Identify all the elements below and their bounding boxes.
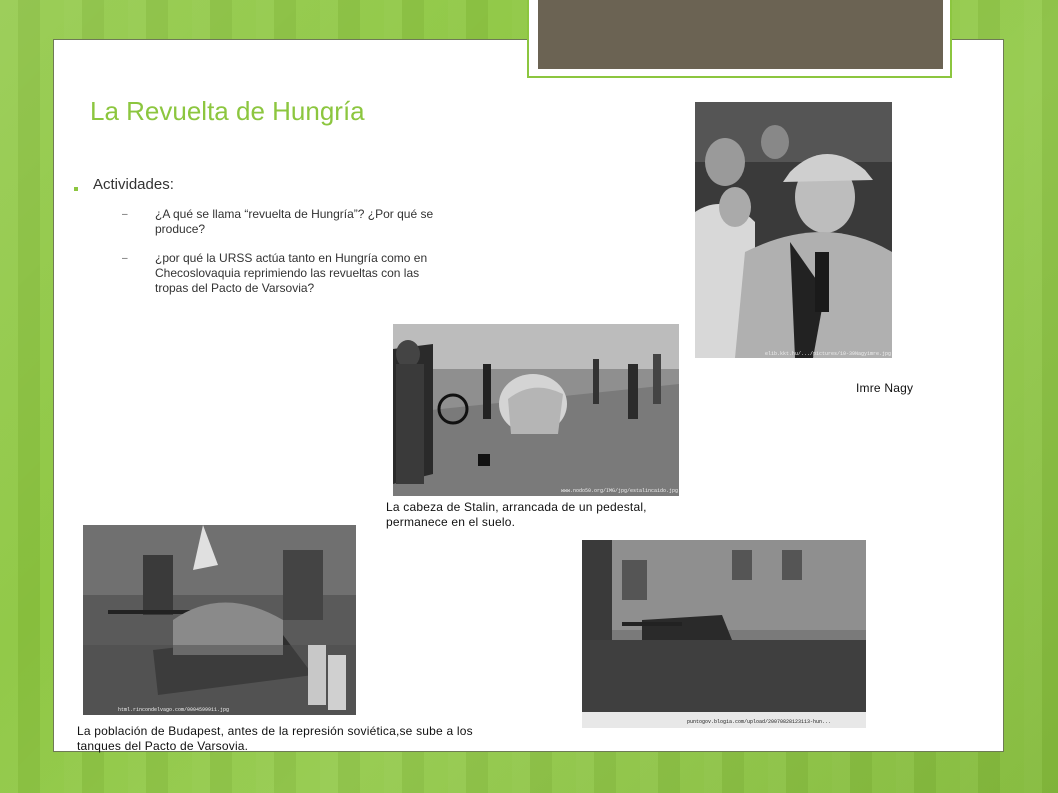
photo-budapest-tank xyxy=(83,525,356,715)
question-1 xyxy=(70,207,450,237)
bullet-list xyxy=(70,176,460,296)
question-2-text: ¿por qué la URSS actúa tanto en Hungría como en Checoslovaquia reprimiendo las revueltas con las tropas del Pacto de Varsovia? xyxy=(155,251,428,295)
bullet-actividades: Actividades: xyxy=(70,176,460,193)
caption-budapest-tank: La población de Budapest, antes de la represión soviética,se sube a los tanques del Pacto de Varsovia. xyxy=(77,724,473,753)
watermark: puntogov.blogia.com/upload/20070828123113-hun... xyxy=(687,719,832,725)
caption-stalin-head: La cabeza de Stalin, arrancada de un pedestal, permanece en el suelo. xyxy=(386,500,647,529)
photo-imre-nagy xyxy=(695,102,892,358)
question-1-text: ¿A qué se llama “revuelta de Hungría”? ¿Por qué se produce? xyxy=(155,207,434,236)
watermark: html.rincondelvago.com/0004599911.jpg xyxy=(118,707,230,713)
dash-icon: – xyxy=(122,253,128,264)
title-bar xyxy=(538,0,943,69)
dash-icon: – xyxy=(122,209,128,220)
photo-crowd-tank xyxy=(582,540,866,728)
photo-stalin-head xyxy=(393,324,679,496)
watermark: www.nodo50.org/IMG/jpg/estalincaido.jpg xyxy=(561,488,679,494)
caption-imre-nagy: Imre Nagy xyxy=(856,381,914,395)
watermark: elib.kkt.hu/.../pictures/10-39Nagyimre.jpg xyxy=(765,351,892,357)
slide-title: La Revuelta de Hungría xyxy=(90,96,365,126)
question-2 xyxy=(70,251,450,296)
